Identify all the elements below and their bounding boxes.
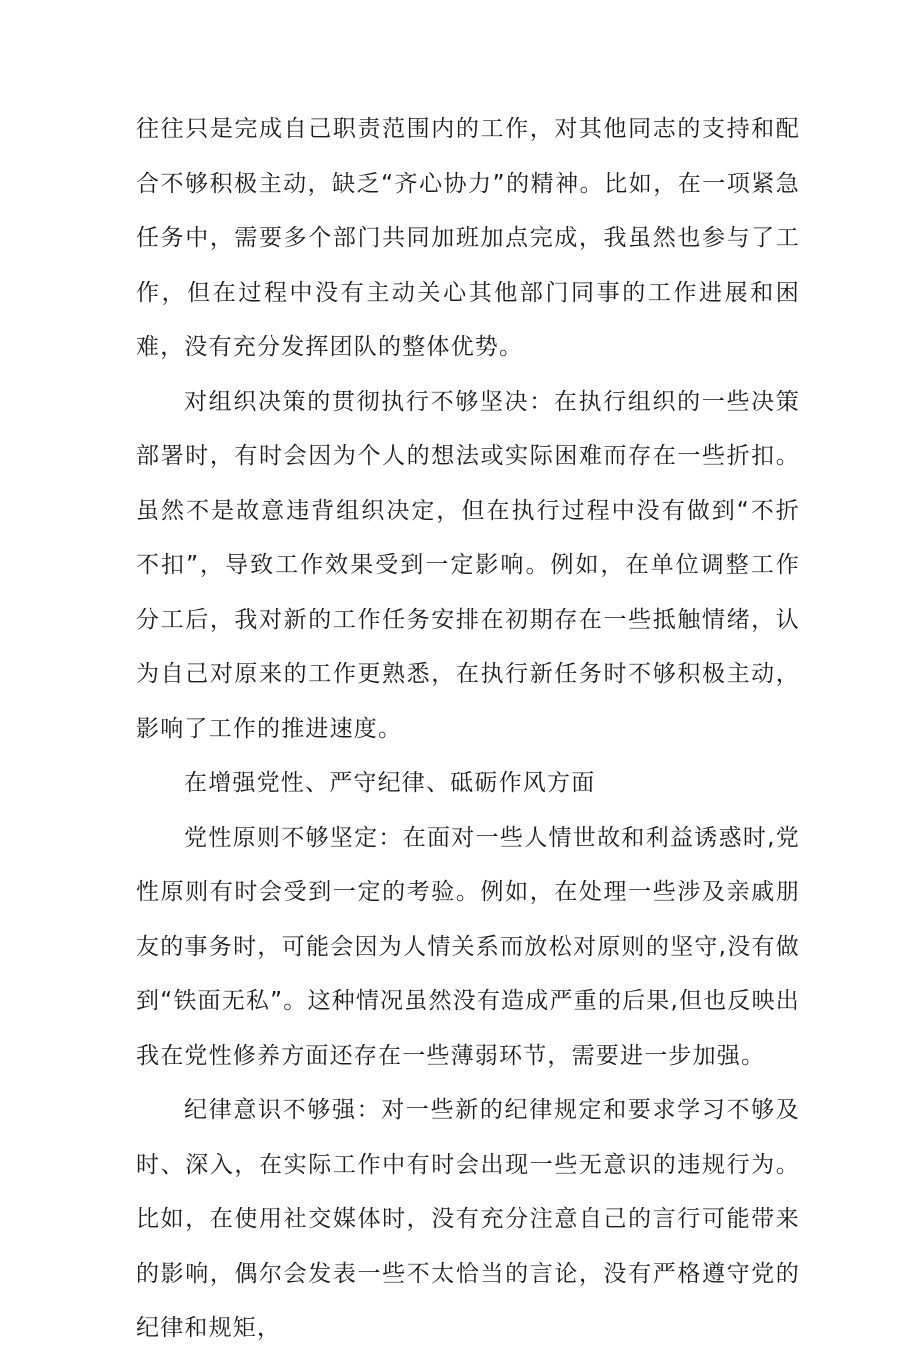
section-heading-party-discipline: 在增强党性、严守纪律、砥砺作风方面 <box>184 770 596 796</box>
document-body <box>136 102 800 1356</box>
paragraph-party-principle: 党性原则不够坚定：在面对一些人情世故和利益诱惑时,党性原则有时会受到一定的考验。例如，在处理一些涉及亲戚朋友的事务时，可能会因为人情关系而放松对原则的坚守,没有做到“铁面无私”。这种情况虽然没有造成严重的后果,但也反映出我在党性修养方面还存在一些薄弱环节，需要进一步加强。 <box>136 824 800 1069</box>
paragraph-decision-execution: 对组织决策的贯彻执行不够坚决：在执行组织的一些决策部署时，有时会因为个人的想法或实际困难而存在一些折扣。虽然不是故意违背组织决定，但在执行过程中没有做到“不折不扣”，导致工作效果受到一定影响。例如，在单位调整工作分工后，我对新的工作任务安排在初期存在一些抵触情绪，认为自己对原来的工作更熟悉，在执行新任务时不够积极主动，影响了工作的推进速度。 <box>136 388 800 742</box>
paragraph-discipline-awareness: 纪律意识不够强：对一些新的纪律规定和要求学习不够及时、深入，在实际工作中有时会出现一些无意识的违规行为。比如，在使用社交媒体时，没有充分注意自己的言行可能带来的影响，偶尔会发表一些不太恰当的言论，没有严格遵守党的纪律和规矩， <box>136 1097 800 1341</box>
paragraph-team-cooperation: 往往只是完成自己职责范围内的工作，对其他同志的支持和配合不够积极主动，缺乏“齐心协力”的精神。比如，在一项紧急任务中，需要多个部门共同加班加点完成，我虽然也参与了工作，但在过程中没有主动关心其他部门同事的工作进展和困难，没有充分发挥团队的整体优势。 <box>136 116 800 360</box>
